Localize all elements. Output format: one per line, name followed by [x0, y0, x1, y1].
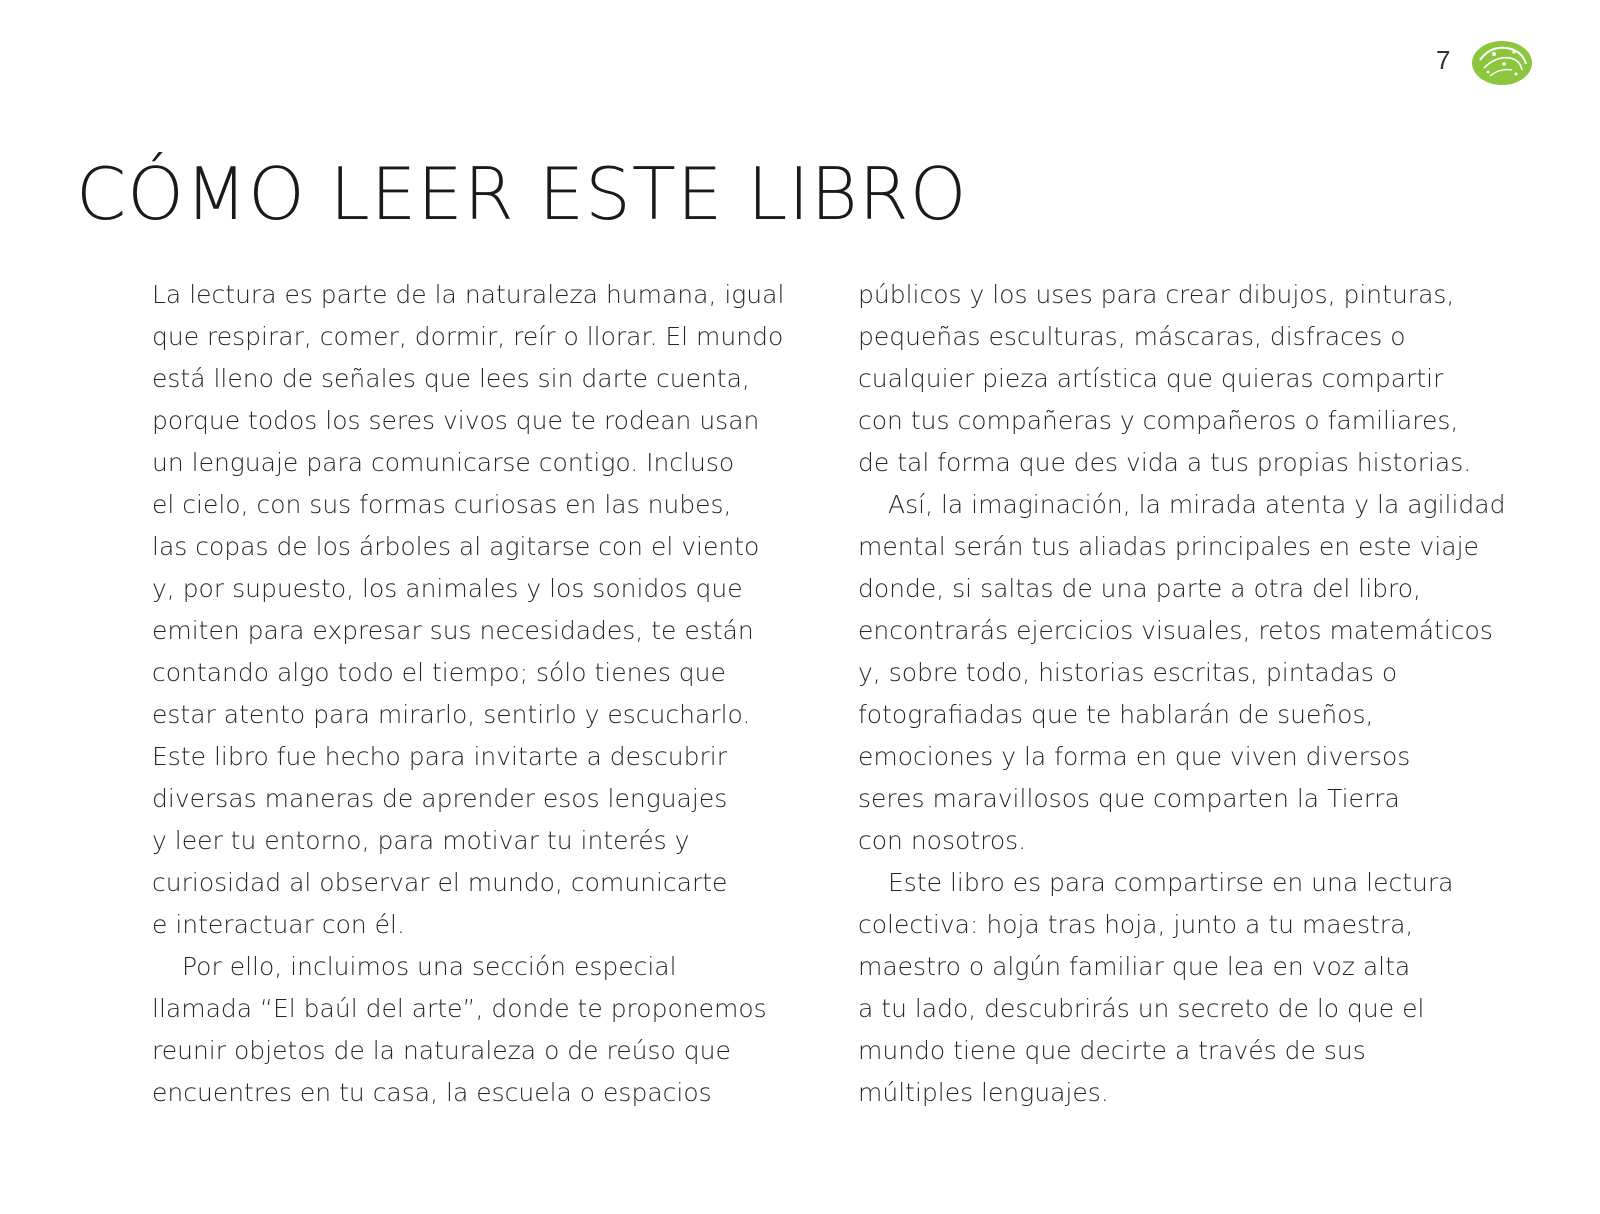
text-line: y leer tu entorno, para motivar tu interés y — [152, 826, 690, 855]
text-line: encuentres en tu casa, la escuela o espacios — [152, 1078, 712, 1107]
text-line: múltiples lenguajes. — [858, 1078, 1109, 1107]
text-line: pequeñas esculturas, máscaras, disfraces o — [858, 322, 1406, 351]
text-line: mental serán tus aliadas principales en este viaje — [858, 532, 1479, 561]
text-line: Así, la imaginación, la mirada atenta y la agilidad — [888, 490, 1506, 519]
text-line: porque todos los seres vivos que te rodean usan — [152, 406, 760, 435]
text-line: emociones y la forma en que viven diversos — [858, 742, 1411, 771]
text-line: curiosidad al observar el mundo, comunicarte — [152, 868, 728, 897]
text-line: estar atento para mirarlo, sentirlo y escucharlo. — [152, 700, 751, 729]
text-line: está lleno de señales que lees sin darte cuenta, — [152, 364, 750, 393]
text-line: reunir objetos de la naturaleza o de reúso que — [152, 1036, 731, 1065]
text-line: mundo tiene que decirte a través de sus — [858, 1036, 1366, 1065]
text-line: con tus compañeras y compañeros o familiares, — [858, 406, 1459, 435]
text-line: y, por supuesto, los animales y los sonidos que — [152, 574, 743, 603]
text-line: diversas maneras de aprender esos lenguajes — [152, 784, 728, 813]
text-line: e interactuar con él. — [152, 910, 405, 939]
page-number: 7 — [1436, 45, 1451, 75]
text-line: públicos y los uses para crear dibujos, pinturas, — [858, 280, 1455, 309]
right-text-column — [858, 274, 1558, 1114]
text-line: y, sobre todo, historias escritas, pintadas o — [858, 658, 1398, 687]
text-line: que respirar, comer, dormir, reír o llorar. El mundo — [152, 322, 784, 351]
text-line: donde, si saltas de una parte a otra del libro, — [858, 574, 1421, 603]
text-line: a tu lado, descubrirás un secreto de lo que el — [858, 994, 1425, 1023]
text-line: colectiva: hoja tras hoja, junto a tu maestra, — [858, 910, 1414, 939]
text-line: un lenguaje para comunicarse contigo. Incluso — [152, 448, 735, 477]
green-leaf-seal-icon — [1470, 38, 1534, 88]
text-line: cualquier pieza artística que quieras compartir — [858, 364, 1444, 393]
text-line: encontrarás ejercicios visuales, retos matemáticos — [858, 616, 1493, 645]
left-text-column — [152, 274, 832, 1114]
text-line: seres maravillosos que comparten la Tierra — [858, 784, 1400, 813]
text-line: las copas de los árboles al agitarse con el viento — [152, 532, 760, 561]
text-line: fotografiadas que te hablarán de sueños, — [858, 700, 1374, 729]
text-line: Este libro fue hecho para invitarte a descubrir — [152, 742, 728, 771]
text-line: Este libro es para compartirse en una lectura — [888, 868, 1454, 897]
text-line: La lectura es parte de la naturaleza humana, igual — [152, 280, 785, 309]
text-line: contando algo todo el tiempo; sólo tienes que — [152, 658, 726, 687]
text-line: maestro o algún familiar que lea en voz alta — [858, 952, 1411, 981]
text-line: con nosotros. — [858, 826, 1027, 855]
text-line: llamada “El baúl del arte”, donde te proponemos — [152, 994, 767, 1023]
text-line: el cielo, con sus formas curiosas en las nubes, — [152, 490, 732, 519]
page-title: CÓMO LEER ESTE LIBRO — [76, 152, 968, 236]
text-line: de tal forma que des vida a tus propias historias. — [858, 448, 1472, 477]
text-line: emiten para expresar sus necesidades, te están — [152, 616, 754, 645]
text-line: Por ello, incluimos una sección especial — [182, 952, 677, 981]
